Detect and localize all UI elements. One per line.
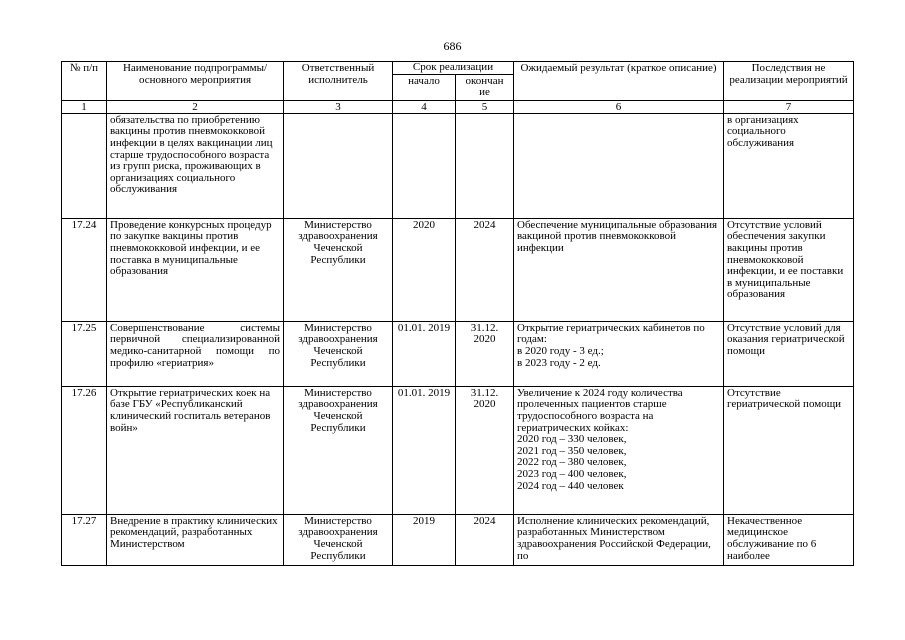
row-consequences: Отсутствие условий обеспечения закупки вакцины против пневмококковой инфекции, и ее поставки в муниципальные образования bbox=[724, 218, 854, 321]
table-row bbox=[62, 514, 854, 565]
column-number: 6 bbox=[514, 100, 724, 113]
column-number: 4 bbox=[393, 100, 456, 113]
row-result: Обеспечение муниципальные образования вакциной против пневмококковой инфекции bbox=[514, 218, 724, 321]
header-start: начало bbox=[393, 74, 456, 100]
row-end bbox=[456, 113, 514, 218]
row-result bbox=[514, 113, 724, 218]
row-num bbox=[62, 113, 107, 218]
row-executor: Министерство здравоохранения Чеченской Республики bbox=[284, 321, 393, 386]
table-row bbox=[62, 321, 854, 386]
row-end: 2024 bbox=[456, 218, 514, 321]
row-end: 31.12. 2020 bbox=[456, 321, 514, 386]
row-name: обязательства по приобретению вакцины против пневмококковой инфекции в целях вакцинации лиц старше трудоспособного возраста из групп риска, проживающих в организациях социального обслуживания bbox=[107, 113, 284, 218]
row-num: 17.27 bbox=[62, 514, 107, 565]
row-result: Увеличение к 2024 году количества пролеченных пациентов старше трудоспособного возраста на гериатрических койках: 2020 год – 330 человек, 2021 год – 350 человек, 2022 год – 380 человек, 2023 год – 400 человек, 2024 год – 440 человек bbox=[514, 386, 724, 514]
row-start bbox=[393, 113, 456, 218]
page-number: 686 bbox=[443, 39, 462, 53]
column-number: 5 bbox=[456, 100, 514, 113]
row-consequences: в организациях социального обслуживания bbox=[724, 113, 854, 218]
row-executor bbox=[284, 113, 393, 218]
row-executor: Министерство здравоохранения Чеченской Республики bbox=[284, 218, 393, 321]
table-row bbox=[62, 113, 854, 218]
row-end: 31.12. 2020 bbox=[456, 386, 514, 514]
column-number: 7 bbox=[724, 100, 854, 113]
header-num: № п/п bbox=[62, 62, 107, 101]
table-row bbox=[62, 386, 854, 514]
column-number: 1 bbox=[62, 100, 107, 113]
row-num: 17.25 bbox=[62, 321, 107, 386]
row-start: 01.01. 2019 bbox=[393, 386, 456, 514]
header-end: окончан ие bbox=[456, 74, 514, 100]
row-start: 01.01. 2019 bbox=[393, 321, 456, 386]
row-consequences: Отсутствие гериатрической помощи bbox=[724, 386, 854, 514]
row-start: 2019 bbox=[393, 514, 456, 565]
row-consequences: Некачественное медицинское обслуживание по 6 наиболее bbox=[724, 514, 854, 565]
column-numbers-row bbox=[62, 100, 854, 113]
column-number: 2 bbox=[107, 100, 284, 113]
row-consequences: Отсутствие условий для оказания гериатрической помощи bbox=[724, 321, 854, 386]
row-executor: Министерство здравоохранения Чеченской Республики bbox=[284, 514, 393, 565]
row-num: 17.26 bbox=[62, 386, 107, 514]
row-end: 2024 bbox=[456, 514, 514, 565]
header-executor: Ответственный исполнитель bbox=[284, 62, 393, 101]
header-row bbox=[62, 62, 854, 75]
measures-table bbox=[61, 61, 854, 566]
header-name: Наименование подпрограммы/ основного мероприятия bbox=[107, 62, 284, 101]
header-result: Ожидаемый результат (краткое описание) bbox=[514, 62, 724, 101]
header-consequences: Последствия не реализации мероприятий bbox=[724, 62, 854, 101]
row-executor: Министерство здравоохранения Чеченской Республики bbox=[284, 386, 393, 514]
row-result: Открытие гериатрических кабинетов по годам: в 2020 году - 3 ед.; в 2023 году - 2 ед. bbox=[514, 321, 724, 386]
row-name: Внедрение в практику клинических рекомендаций, разработанных Министерством bbox=[107, 514, 284, 565]
row-start: 2020 bbox=[393, 218, 456, 321]
row-result: Исполнение клинических рекомендаций, разработанных Министерством здравоохранения Российской Федерации, по bbox=[514, 514, 724, 565]
header-period: Срок реализации bbox=[393, 62, 514, 75]
row-name: Проведение конкурсных процедур по закупке вакцины против пневмококковой инфекции, и ее поставка в муниципальные образования bbox=[107, 218, 284, 321]
row-name: Совершенствование системы первичной специализированной медико-санитарной помощи по профилю «гериатрия» bbox=[107, 321, 284, 386]
column-number: 3 bbox=[284, 100, 393, 113]
row-name: Открытие гериатрических коек на базе ГБУ «Республиканский клинический госпиталь ветеранов войн» bbox=[107, 386, 284, 514]
table-row bbox=[62, 218, 854, 321]
row-num: 17.24 bbox=[62, 218, 107, 321]
